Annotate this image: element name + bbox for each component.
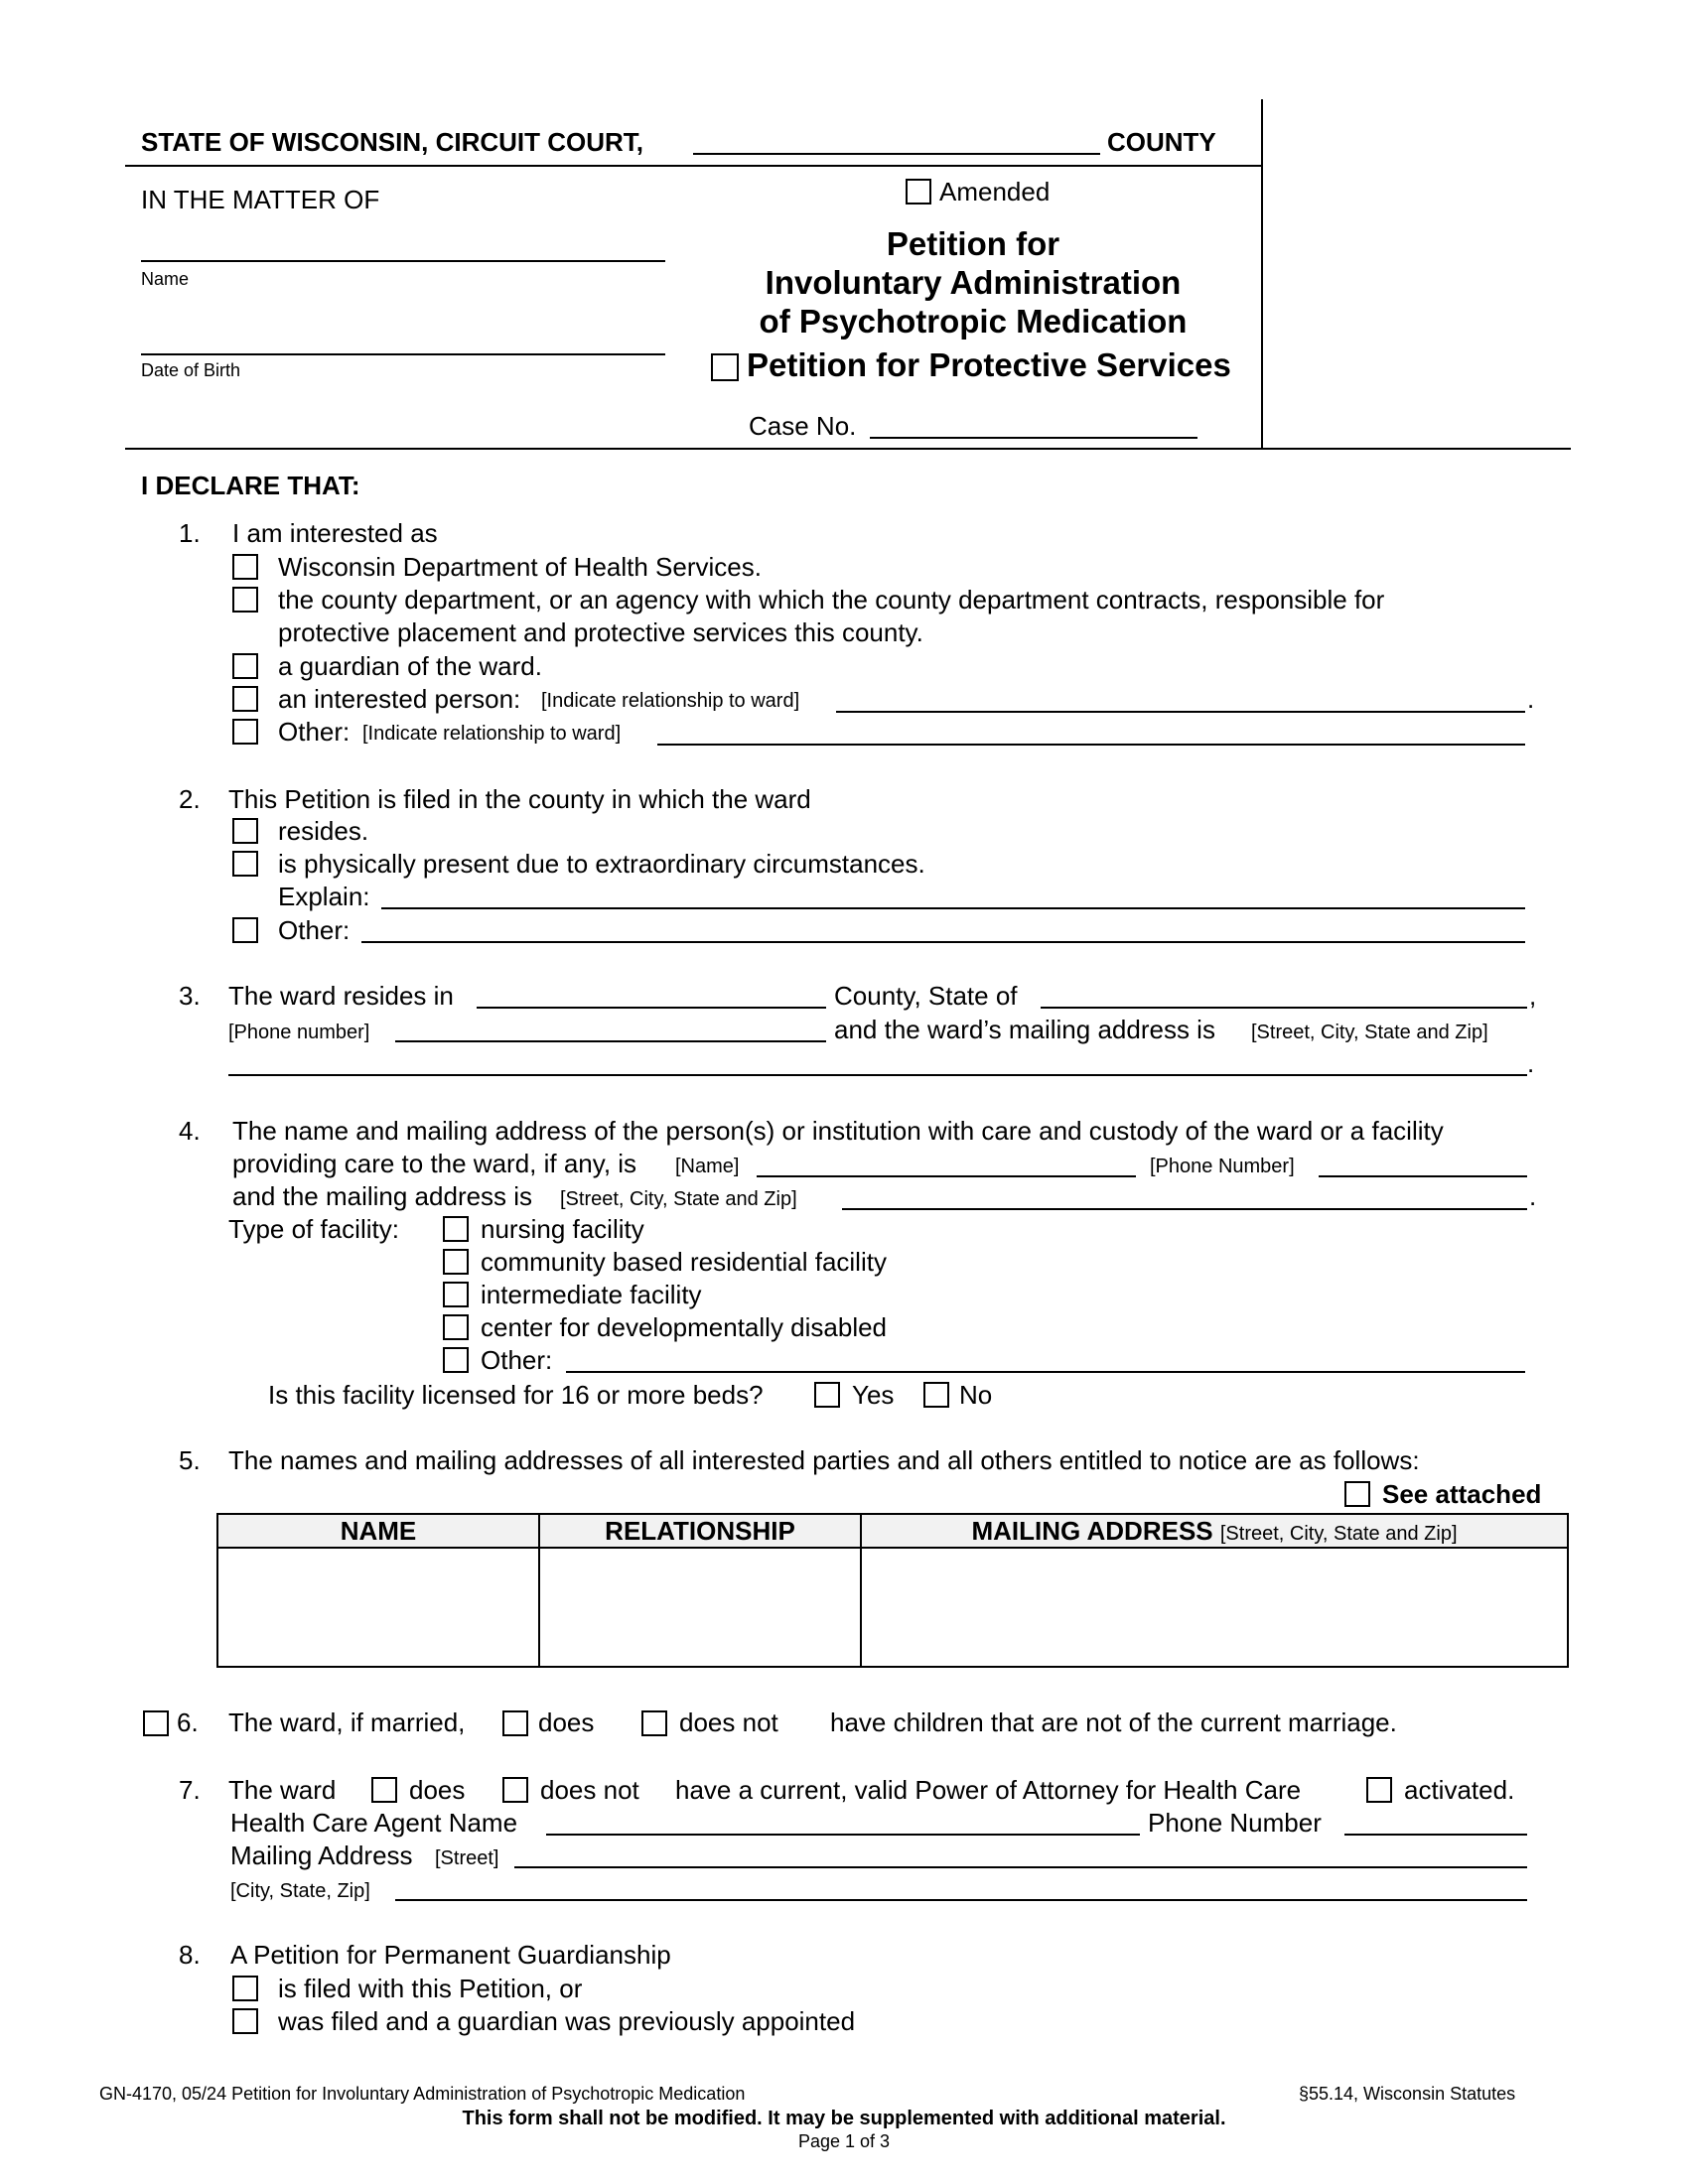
s1-relationship-note: [Indicate relationship to ward]: [541, 690, 800, 712]
s8-filed-with-checkbox[interactable]: [232, 1976, 258, 2001]
s4-line3: and the mailing address is: [232, 1181, 533, 1211]
s8-filed-with-label: is filed with this Petition, or: [278, 1974, 583, 2003]
amended-checkbox[interactable]: [906, 179, 931, 205]
s1-number: 1.: [179, 518, 201, 548]
s1-other-label: Other:: [278, 717, 351, 747]
s8-previously-filed-label: was filed and a guardian was previously appointed: [278, 2006, 856, 2036]
s6-number: 6.: [177, 1707, 199, 1737]
s6-does-checkbox[interactable]: [502, 1710, 528, 1736]
interested-parties-table: [216, 1513, 1569, 1668]
footer-form-id: GN-4170, 05/24 Petition for Involuntary Administration of Psychotropic Medication: [99, 2084, 746, 2104]
s2-other-field[interactable]: [361, 941, 1525, 943]
s2-other-label: Other:: [278, 915, 351, 945]
s6-does-not-label: does not: [679, 1707, 778, 1737]
s3-county-field[interactable]: [477, 1007, 826, 1009]
s7-does-not-checkbox[interactable]: [502, 1777, 528, 1803]
name-label: Name: [141, 269, 190, 289]
s2-other-checkbox[interactable]: [232, 917, 258, 943]
s5-see-attached-checkbox[interactable]: [1344, 1481, 1370, 1507]
case-no-field[interactable]: [870, 437, 1197, 439]
s6-does-not-checkbox[interactable]: [641, 1710, 667, 1736]
s6-does-label: does: [538, 1707, 595, 1737]
s3-resides-in: The ward resides in: [228, 981, 454, 1011]
caption-top-rule: [125, 165, 1263, 167]
s3-state-field[interactable]: [1041, 1007, 1527, 1009]
s2-number: 2.: [179, 784, 201, 814]
s1-county-dept-checkbox[interactable]: [232, 587, 258, 613]
s4-phone-note: [Phone Number]: [1150, 1156, 1295, 1177]
col-mailing-address: [861, 1514, 1568, 1548]
caption-bottom-rule: [125, 448, 1571, 450]
protective-services-label: Petition for Protective Services: [747, 346, 1231, 383]
s4-type-developmental: center for developmentally disabled: [481, 1312, 888, 1342]
footer-statute: §55.14, Wisconsin Statutes: [1299, 2084, 1516, 2104]
s4-period: .: [1529, 1181, 1537, 1211]
name-field[interactable]: [141, 260, 665, 262]
s8-previously-filed-checkbox[interactable]: [232, 2008, 258, 2034]
s5-text: The names and mailing addresses of all interested parties and all others entitled to notice are as follows:: [228, 1445, 1420, 1475]
s7-phone-label: Phone Number: [1148, 1808, 1322, 1838]
s4-nursing-checkbox[interactable]: [443, 1216, 469, 1242]
s1-other-note: [Indicate relationship to ward]: [362, 723, 622, 745]
s8-intro: A Petition for Permanent Guardianship: [230, 1940, 671, 1970]
s7-the-ward: The ward: [228, 1775, 337, 1805]
s7-city-note: [City, State, Zip]: [230, 1880, 370, 1902]
s4-type-nursing: nursing facility: [481, 1214, 644, 1244]
s7-street-field[interactable]: [514, 1866, 1527, 1868]
s8-number: 8.: [179, 1940, 201, 1970]
s4-cbrf-checkbox[interactable]: [443, 1249, 469, 1275]
case-no-label: Case No.: [749, 411, 857, 441]
s4-intermediate-checkbox[interactable]: [443, 1282, 469, 1307]
footer-notice: This form shall not be modified. It may be supplemented with additional material.: [462, 2108, 1226, 2129]
s7-activated-checkbox[interactable]: [1366, 1777, 1392, 1803]
s4-type-intermediate: intermediate facility: [481, 1280, 702, 1309]
s4-name-field[interactable]: [757, 1175, 1136, 1177]
footer-page-number: Page 1 of 3: [797, 2131, 891, 2151]
s7-city-field[interactable]: [395, 1899, 1527, 1901]
s3-address-field[interactable]: [228, 1074, 1527, 1076]
s5-number: 5.: [179, 1445, 201, 1475]
protective-services-checkbox[interactable]: [711, 353, 739, 381]
court-caption: STATE OF WISCONSIN, CIRCUIT COURT,: [141, 127, 644, 157]
s4-number: 4.: [179, 1116, 201, 1146]
s5-see-attached-label: See attached: [1382, 1479, 1542, 1509]
s1-intro: I am interested as: [232, 518, 438, 548]
s4-licensed-no-label: No: [959, 1380, 993, 1410]
s7-does-label: does: [409, 1775, 466, 1805]
s4-address-note: [Street, City, State and Zip]: [560, 1188, 797, 1210]
s6-text2: have children that are not of the current marriage.: [830, 1707, 1397, 1737]
s7-does-checkbox[interactable]: [371, 1777, 397, 1803]
s2-intro: This Petition is filed in the county in which the ward: [228, 784, 811, 814]
s3-comma: ,: [1529, 981, 1537, 1011]
s2-explain-label: Explain:: [278, 882, 370, 911]
in-the-matter-of: IN THE MATTER OF: [141, 185, 380, 214]
dob-field[interactable]: [141, 353, 665, 355]
s4-type-label: Type of facility:: [228, 1214, 399, 1244]
s2-explain-field[interactable]: [381, 907, 1525, 909]
s1-guardian-checkbox[interactable]: [232, 653, 258, 679]
s4-phone-field[interactable]: [1319, 1175, 1527, 1177]
s1-dhs-checkbox[interactable]: [232, 554, 258, 580]
s3-phone-field[interactable]: [395, 1040, 826, 1042]
s7-mailing-label: Mailing Address: [230, 1841, 413, 1870]
s2-present-checkbox[interactable]: [232, 851, 258, 877]
s7-phone-field[interactable]: [1344, 1834, 1527, 1836]
s2-present-label: is physically present due to extraordinary circumstances.: [278, 849, 925, 879]
s7-poa-text: have a current, valid Power of Attorney for Health Care: [675, 1775, 1302, 1805]
county-label: COUNTY: [1107, 127, 1216, 157]
col-name: NAME: [217, 1514, 539, 1548]
s1-county-dept-label: the county department, or an agency with which the county department contracts, responsible for: [278, 585, 1385, 614]
s4-other-field[interactable]: [566, 1371, 1525, 1373]
s3-phone-note: [Phone number]: [228, 1022, 370, 1043]
s1-period: .: [1527, 684, 1535, 714]
s3-mailing-note: [Street, City, State and Zip]: [1251, 1022, 1488, 1043]
s6-checkbox[interactable]: [143, 1710, 169, 1736]
form-title-line1: Petition for: [886, 225, 1060, 262]
table-row: [217, 1548, 1568, 1667]
s1-other-field[interactable]: [657, 744, 1525, 746]
s1-dhs-label: Wisconsin Department of Health Services.: [278, 552, 762, 582]
s1-relationship-field[interactable]: [836, 711, 1525, 713]
relationship-cell[interactable]: [539, 1548, 861, 1667]
form-title-line2: Involuntary Administration: [765, 264, 1182, 301]
s3-county-state-label: County, State of: [834, 981, 1018, 1011]
declare-heading: I DECLARE THAT:: [141, 471, 360, 500]
amended-label: Amended: [939, 177, 1051, 206]
form-title-line3: of Psychotropic Medication: [759, 303, 1188, 340]
s1-guardian-label: a guardian of the ward.: [278, 651, 542, 681]
s1-interested-person-checkbox[interactable]: [232, 686, 258, 712]
s4-other-checkbox[interactable]: [443, 1347, 469, 1373]
s7-agent-name-label: Health Care Agent Name: [230, 1808, 518, 1838]
s1-interested-person-label: an interested person:: [278, 684, 521, 714]
s7-does-not-label: does not: [540, 1775, 639, 1805]
s4-line1: The name and mailing address of the person(s) or institution with care and custody of the ward or a facility: [232, 1116, 1444, 1146]
s7-activated-label: activated.: [1404, 1775, 1515, 1805]
name-cell[interactable]: [217, 1548, 539, 1667]
s1-other-checkbox[interactable]: [232, 719, 258, 745]
col-mailing-address-note: [Street, City, State and Zip]: [1219, 1522, 1458, 1545]
dob-label: Date of Birth: [141, 360, 241, 380]
county-field[interactable]: [693, 153, 1100, 155]
s7-street-note: [Street]: [435, 1847, 499, 1869]
s4-line2: providing care to the ward, if any, is: [232, 1149, 637, 1178]
s4-licensed-yes-checkbox[interactable]: [814, 1382, 840, 1408]
s4-type-cbrf: community based residential facility: [481, 1247, 887, 1277]
s3-number: 3.: [179, 981, 201, 1011]
s3-mailing-label: and the ward’s mailing address is: [834, 1015, 1215, 1044]
s1-county-dept-label-cont: protective placement and protective services this county.: [278, 617, 923, 647]
s4-address-field[interactable]: [842, 1208, 1527, 1210]
col-mailing-address-label: MAILING ADDRESS: [971, 1515, 1213, 1546]
s6-text1: The ward, if married,: [228, 1707, 466, 1737]
s4-type-other: Other:: [481, 1345, 553, 1375]
s3-period: .: [1527, 1048, 1535, 1078]
s4-developmental-checkbox[interactable]: [443, 1314, 469, 1340]
s4-name-note: [Name]: [675, 1156, 740, 1177]
s2-resides-checkbox[interactable]: [232, 818, 258, 844]
s4-licensed-yes-label: Yes: [852, 1380, 895, 1410]
col-relationship: RELATIONSHIP: [539, 1514, 861, 1548]
s7-agent-name-field[interactable]: [546, 1834, 1140, 1836]
s4-licensed-no-checkbox[interactable]: [923, 1382, 949, 1408]
s4-licensed-question: Is this facility licensed for 16 or more beds?: [268, 1380, 764, 1410]
s2-resides-label: resides.: [278, 816, 369, 846]
s7-number: 7.: [179, 1775, 201, 1805]
mailing-address-cell[interactable]: [861, 1548, 1568, 1667]
